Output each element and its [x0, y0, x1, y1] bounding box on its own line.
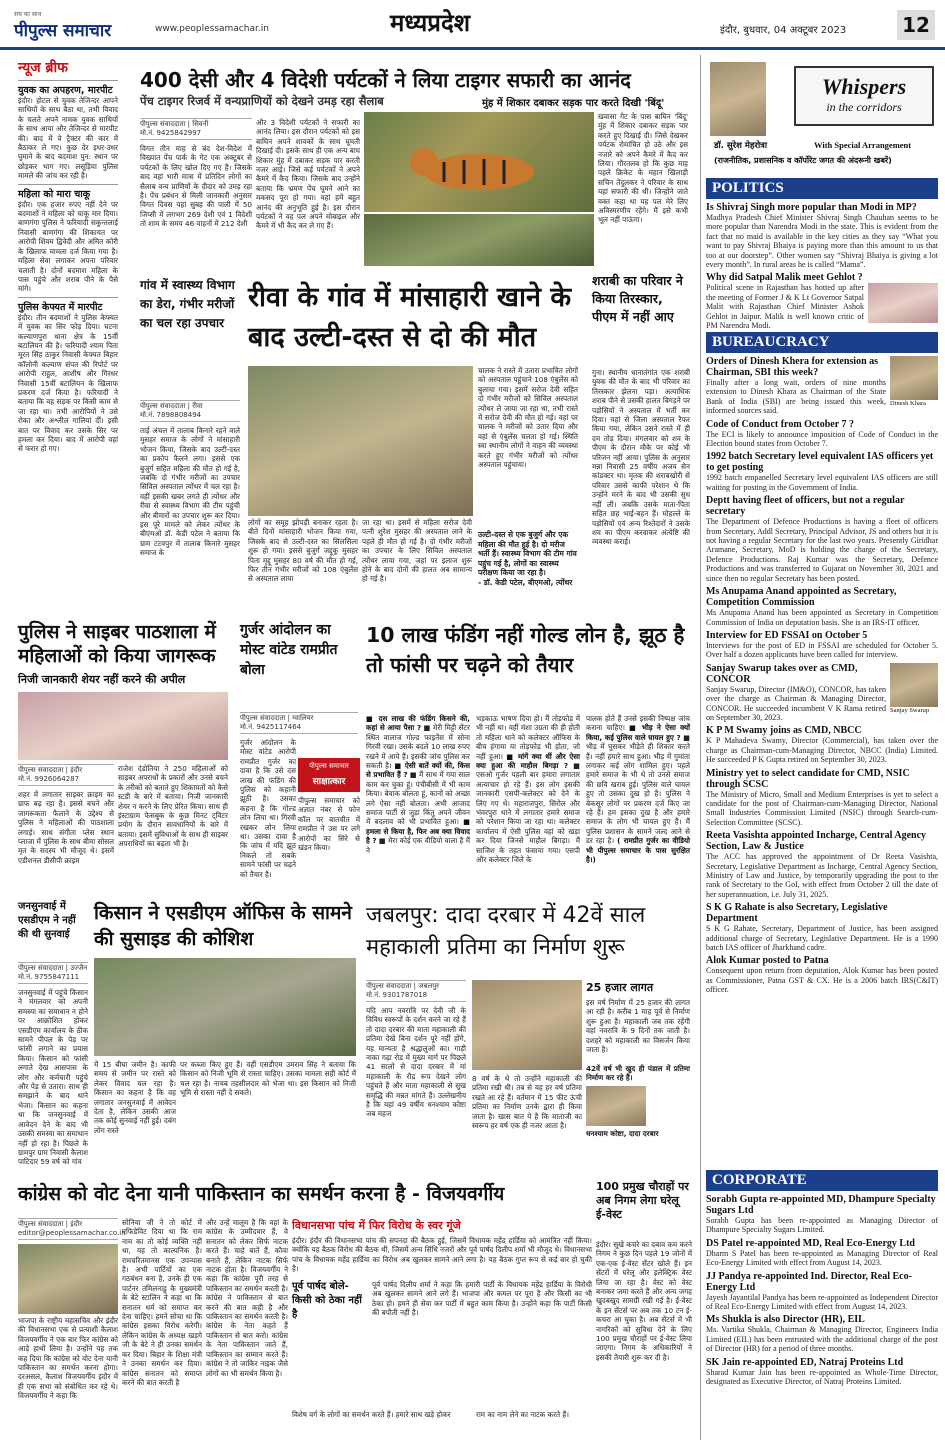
bureaucracy-body: Consequent upon return from deputation, Alok Kumar has been posted as Commissioner, Patna GST & CX. He is a 2006 batch IRS(C&IT) officer. — [706, 966, 938, 995]
news-brief-column — [18, 58, 118, 618]
tiger-col1: विगत तीन माह से बंद देश-विदेश में विख्यात पेंच पार्क के गेट एक अक्टूबर से पर्यटकों के लिए खोल दिए गए हैं। जिसके बाद वहां भारी मात्रा में प्रतिदिन लोगों का सैलाब वन्य प्राणियों के दीदार को उमड़ रहा है। पेंच प्रबंधन से मिली जानकारी अनुसार विगत दिवस यहां सुबह की पाली में 50 जिप्सी में लगभग 269 देशी एवं 1 विदेशी तो शाम के समय 46 वाहनों में 212 देशी — [140, 144, 252, 229]
rewa-quote: उल्टी-दस्त से एक बुजुर्ग और एक महिला की मौत हुई है। दो मरीज भर्ती हैं। स्वास्थ्य विभाग की टीम गांव पहुंच गई है, लोगों का स्वास्थ्य परीक्षण किया जा रहा है। - डॉ. केडी पटेल, बीएमओ, त्योंथर — [478, 530, 577, 587]
gurjar-big-headline: 10 लाख फंडिंग नहीं गोल्ड लोन है, झूठ है तो फांसी पर चढ़ने को तैयार — [366, 623, 685, 677]
dateline: इंदौर, बुधवार, 04 अक्टूबर 2023 — [720, 25, 847, 36]
congress-byline: पीपुल्स संवाददाता | इंदौर editor@peoplessamachar.co.in — [18, 1218, 118, 1240]
bureaucracy-title: Deptt having fleet of officers, but not a regular secretary — [706, 495, 905, 518]
mahakali-headline: जबलपुर: दादा दरबार में 42वें साल महाकाली प्रतिमा का निर्माण शुरू — [366, 903, 646, 960]
brief-body: इंदौर। तीन बदमाशों ने पुलिस केफ्यत में युवक का सिर फोड़ दिया। घटना कल्याणपुरा थाना क्षेत्र के 15वीं बटालियन की है। फरियादी श्याम पिता मूरत सिंह ठाकुर निवासी केफ्यत बिहार कॉलोनी कल्याण संपत की रिपोर्ट पर आरोपी राहुल, आशीष और गिरधर निवासी 15वीं बटालियन के खिलाफ प्रकरण दर्ज किया है। फरियादी ने बताया कि वह सड़क पर किसी काम से जा रहा था। तभी आरोपियों ने उसे रोका और अश्लील गालियां दीं। इसी बात पर विवाद कर उसके सिर पर हमला कर दिया। बाद में आरोपी वहां से फरार हो गए। — [18, 312, 118, 454]
swarup-caption: Sanjay Swarup — [890, 706, 930, 714]
newspaper-logo: सच का साथ पीपुल्स समाचार — [14, 11, 112, 41]
congress-photo — [18, 1244, 118, 1314]
corporate-header: CORPORATE — [706, 1170, 938, 1191]
rewa-col4: चालक ने रास्ते में उतारा प्रभावित लोगों को अस्पताल पहुंचाने 108 एंबुलेंस को बुलाया गया। इसमें सरोज देवी सहित दो गंभीर मरीजों को सिविल अस्पताल त्योंथर ले जाया जा रहा था, तभी रास्ते में सरोज देवी की मौत हो गई। वहां पर चालक ने मरीजों को उतार दिया और वहां से एंबुलेंस चलता हो गई। स्थिति स्वा स्थानीय लोगों ने वाहन की व्यवस्था करते हुए गंभीर मरीजों को त्योंथर अस्पताल पहुंचाया। — [478, 366, 578, 470]
bureaucracy-body: Finally after a long wait, orders of nine months extension to Dinesh Khara as Chairman of the State Bank of India (SBI) are being issued this week, informed sources said. — [706, 378, 886, 416]
politics-section — [706, 178, 938, 330]
khara-caption: Dinesh Khara — [890, 400, 926, 407]
vidhansabha-headline: विधानसभा पांच में फिर विरोध के स्वर गूंजे — [292, 1219, 461, 1232]
corporate-title: SK Jain re-appointed ED, Natraj Proteins Ltd — [706, 1356, 904, 1368]
corporate-body: Dharm S Patel has been re-appointed as Managing Director of Real Eco-Energy Limited with effect from August 14, 2023. — [706, 1248, 938, 1268]
brief-title: पुलिस केफ्यत में मारपीट — [18, 297, 118, 313]
politics-title: Why did Satpal Malik meet Gehlot ? — [706, 272, 863, 284]
gurjar-qa2: भड़काऊ भाषण दिया हो। मैं तोड़फोड़ में भी नहीं था। वहीं मंशा उग्रता की ही होती तो महिला थाने को कलेक्टर ऑफिस के बीच हंगामा या तोड़फोड़ भी होता, जो नहीं हुआ। ■ मांगें क्या थीं और ऐसा क्या हुआ की माहौल बिगड़ा ? ■ एसओ गुर्जर पहली बार हमारा लगातार अत्याचार हो रहे हैं। इस लोग इसकी जानकारी एसपी-कलेक्टर को देने के लिए गए थे। महाराजपुरा, सिरोल और भंवरपुरा थाने में लगातार हमारे समाज को परेशान किया जा रहा था। कलेक्टर कार्यालय में ऐसी पुलिस वहां को खड़ा कर दिया जिनसे माहौल बिगड़ा। मैं साजिश के तहत फंसाया गया। एसपी और कलेक्टर जिले के — [476, 714, 580, 865]
rewa-byline: पीपुल्स संवाददाता | रीवा मो.नं. 7898808494 — [140, 400, 240, 422]
suicide-col3: पर कब्जा किए हुए हैं। वहीं एसडीएम उमराव सिंह ने बताया कि किसान को निजी भूमि से रास्ता चाहिए। उसका मामला सही कोर्ट में चल रहा है। नायब तहसीलदार को भेजा था। इस किसान को निजी भूमि से रास्ता नहीं दे सकते। — [180, 1060, 356, 1098]
gurjar-byline: पीपुल्स संवाददाता | ग्वालियर मो.नं. 9425117464 — [240, 712, 358, 734]
rewa-col1: ताई अंचल में तालाब किनारे रहने वाले मुसहर समाज के लोगों ने मांसाहारी भोजन किया, जिसके बाद उल्टी-दस्त का प्रकोप फैलने लगा। इससे एक बुजुर्ग सहित महिला की मौत हो गई है, जबकि दो गंभीर मरीजों का उपचार सिविल अस्पताल त्योंथर में चल रहा है। वहीं इसकी खबर लगते ही त्योंथर और रीवा से स्वास्थ्य विभाग की टीम पहुंची और बीमारों का उपचार शुरू कर दिया। इस पूरे मामले को लेकर त्योंथर के बीएमओ डॉ. केडी पटेल ने बताया कि ग्राम टटवपुर में तालाब किनारे मुसहर समाज के — [140, 426, 240, 558]
corporate-body: Sharad Kumar Jain has been re-appointed as Whole-Time Director, designated as Executive Director, of Natraj Proteins Limited. — [706, 1367, 938, 1387]
cyber-body: शहर में लगातार साइबर क्राइम का ग्राफ बढ़ रहा है। इससे बचने और जागरूकता फैलाने के उद्देश्य से पुलिस ने महिलाओं की पाठशाला लगाई। साथ संगीता प्लेस स्थान प्लाजा में पुलिस के साथ बीमा सोसल मृत के सदस्य भी मौजूद थे। इसमें एडीशनल डीसीपी क्राइम — [18, 790, 114, 865]
khara-photo — [890, 356, 938, 400]
tiger-photo-lower — [364, 214, 594, 266]
politics-header: POLITICS — [706, 178, 938, 199]
bureaucracy-title: Code of Conduct from October 7 ? — [706, 418, 854, 430]
bureaucracy-body: Ms Anupama Anand has been appointed as Secretary in Competition Commission of India on deputation basis. She is an IRS-IT officer. — [706, 608, 938, 627]
bureaucracy-item — [706, 353, 938, 416]
bureaucracy-item — [706, 660, 938, 723]
corporate-title: JJ Pandya re-appointed Ind. Director, Real Eco-Energy Ltd — [706, 1270, 912, 1293]
rewa-col3: जा रहा था। इसमें से महिला सरोज देवी पत्नी शुरेश मुसहर की अस्पताल लाने के पहले ही मौत हो गई है। दो गंभीर मरीजों का उपचार के लिए सिविल अस्पताल त्योंथर लाया गया, जहां पर इलाज शुरू होने के बाद दोनों की हालत अब सामान्य हो गई है। — [362, 518, 472, 584]
rewa-headline: रीवा के गांव में मांसाहारी खाने के बाद उल्टी-दस्त से दो की मौत — [248, 282, 572, 353]
tiger-photo — [364, 112, 594, 212]
mahakali-right-body: इस वर्ष निर्माण में 25 हजार की लागत आ रही है। करीब 1 माह पूर्व से निर्माण शुरू हुआ है। महाकाली जब तक रहेंगी वहां नवरात्रि के 9 दिनों तक जाती है। दशहरे को महाकाली का विसर्जन किया जाता है। — [586, 998, 690, 1055]
suicide-side-head: जनसुनवाई में एसडीएम ने नहीं की थी सुनवाई — [18, 901, 76, 940]
bureaucracy-body: The ACC has approved the appointment of Dr Reeta Vasishta, Secretary, Legislative Department as Incharge, Central Agency Section, Ministry of Law and Justice, by temporarily upgrading the post to the rank of Secretary to the GoI, with effect from October 2 till the date of her superannuation, i.e. July 31, 2025. — [706, 852, 938, 899]
brief-title: महिला को मारा चाकू — [18, 184, 118, 200]
bureaucracy-body: 1992 batch empanelled Secretary level equivalent IAS officers are still waiting for posting in the Government of India. — [706, 473, 938, 492]
congress-col2: सोनिया जी ने तो कोर्ट में एफिडेविट दिया था कि राम नाम का तो कोई व्यक्ति नहीं था, यह तो काल्पनिक है। रामचरितमानस एक उपन्यास है। अभी पार्टियों का एक गठबंधन बना है, उनके ही एक पार्टनर तमिलनाडु के मुख्यमंत्री के बेटे स्टालिन ने कहा था कि सनातन धर्म को समाप्त कर देना चाहिए। हमने सोचा था कि कांग्रेस इसका विरोध करेगी। लेकिन कांग्रेस के अध्यक्ष खड़गे जी के बेटे ने ही उनका समर्थन कर दिया। बिहार के शिक्षा मंत्री ने उनका समर्थन कर दिया। कांग्रेस सनातन को समाप्त करने की बात करती है — [122, 1218, 202, 1387]
drunk-headline: शराबी का परिवार ने किया तिरस्कार, पीएम में नहीं आए — [592, 273, 683, 324]
bureaucracy-body: Sanjay Swarup, Director (IM&O), CONCOR, has taken over the charge as Chairman & Managing Director, CONCOR. He succeeded incumbent V K Rama retired on September 30, 2023. — [706, 684, 886, 722]
suicide-headline: किसान ने एसडीएम ऑफिस के सामने की सुसाइड की कोशिश — [94, 902, 352, 950]
drunk-body: गुना। स्थानीय धानातंगांत एक शराबी युवक की मौत के बाद भी परिवार का तिरस्कार झेलना पड़ा। अत्याधिक शराब पीने से उसकी हालत बिगड़ने पर पड़ोसियों ने अस्पताल में भर्ती कर दिया। यहां से जिला अस्पताल रैफर किया गया, लेकिन उसने रास्ते में ही दम तोड़ दिया। मंगलवार को शव के पीएम के दौरान मौके पर कोई भी परिजन नहीं आया। पुलिस के अनुसार मन्ना निवासी 25 वर्षीय अजय सेन कांडक्टर था। मृतक की शराबखोरी से परिवार उससे काफी परेशान थे कि उन्होंने मरने के बाद भी उसकी सुध नहीं ली। जबकि उसके माता-पिता सहित छह भाई-बहन हैं। मोहल्ले के पड़ोसियों एवं अन्य रिश्तेदारों ने उसके शव का पीएम करवाकर अंत्येष्टि की व्यवस्था कराई। — [592, 368, 690, 547]
suicide-byline: पीपुल्स संवाददाता | उज्जैन मो.नं. 9755847111 — [18, 962, 88, 984]
corporate-section — [706, 1170, 938, 1442]
tiger-illustration — [364, 112, 594, 212]
tiger-subheadline: पेंच टाइगर रिजर्व में वन्यप्राणियों को देखने उमड़ रहा सैलाब — [140, 94, 384, 108]
rewa-photo — [248, 366, 473, 516]
politics-photo — [868, 283, 938, 323]
suicide-col1: जनसुनवाई में पहुंचे किसान ने मंगलवार को अपनी समस्या का समाधान न होने पर आक्रोशित होकर एसडीएम कार्यालय के ठीक सामने पीपल के पेड़ पर फांसी लगाने का प्रयास किया। किसान को फांसी लगाते देख आसपास के लोग और कर्मचारी पहुंचे और पेड़ से उतारा। साथ ही समझाने के बाद थाने भेजा। किसान का कहना था कि जनसुनवाई में आवेदन देने के बाद भी उसकी समस्या का समाधान नहीं हो रहा है। पिछले के ग्रामपुर ग्राम निवासी कैलाश पाटिदार 59 वर्ष को गांव — [18, 988, 88, 1167]
gurjar-col1: गुर्जर आंदोलन के मोस्ट वांटेड आरोपी रामप्रीत गुर्जर का दावा है कि उसे दस लाख की फंडिंग की पुलिस को कहानी झूठी है। उसका कहना है कि गोल्ड लोन लिया था। गिरवी रखकर लोन लिया था। उसका दावा है कि जांच में यदि झूठ निकले तो सबके सामने फांसी पर चढ़ने को तैयार है। — [240, 738, 296, 879]
congress-headline: कांग्रेस को वोट देना यानी पाकिस्तान का समर्थन करना है - विजयवर्गीय — [18, 1183, 505, 1205]
suicide-photo — [94, 958, 356, 1056]
bureaucracy-title: S K G Rahate is also Secretary, Legislative Department — [706, 902, 888, 925]
corporate-body: Ms. Vartika Shukla, Chairman & Managing Director, Engineers India Limited (EIL) has been entrusted with the additional charge of the post of Director (HR) for a period of three months. — [706, 1325, 938, 1354]
corporate-title: Ms Shukla is also Director (HR), EIL — [706, 1314, 865, 1326]
news-brief-header: न्यूज ब्रीफ — [18, 60, 68, 76]
bureaucracy-title: 1992 batch Secretary level equivalent IAS officers yet to get posting — [706, 451, 934, 474]
congress-col3: और उन्हें मालूम है कि वहां के कांग्रेस के उम्मीदवार हैं, वे सनातन को लेकर सिर्फ नाटक करते हैं। चाहे बातें हैं, कौवा बनाते हैं, लेकिन नाटक सिर्फ नाटक होता है। विजयवर्गीय ने कहा कि कांग्रेस पूरी तरह से पाकिस्तान का समर्थन करती है। कांग्रेस ने पाकिस्तान से बात करने की बात कही है और पाकिस्तान का समर्थन करती है। कांग्रेस के नेता कहते हैं पाकिस्तान से बात करो। कांग्रेस के नेता पाकिस्तान जाते हैं, पाकिस्तान का सम्मान करते हैं। कांग्रेस ने तो जाकिर नाइक जैसे लोगों का भी समर्थन किया है। — [206, 1218, 288, 1378]
bureaucracy-title: Sanjay Swarup takes over as CMD, CONCOR — [706, 662, 858, 685]
author-name: डॉ. सुरेश मेहरोत्रा — [714, 141, 768, 151]
bureaucracy-title: Orders of Dinesh Khera for extension as Chairman, SBI this week? — [706, 356, 879, 378]
brief-title: युवक का अपहरण, मारपीट — [18, 80, 118, 96]
vidhansabha-body2: पूर्व पार्षद दिलीप शर्मा ने कहा कि हमारी पार्टी के विधायक महेंद्र हार्डिया के विरोधी अब खुलकर सामने आने लगे हैं। भाजपा और कमल पर पूरा है और किसी का भी ठेका हो। हमने ही सेवा कर पार्टी में बहुत काम किया है। उन्होंने कहा कि पार्टी किसी की बपौती नहीं है। — [372, 1280, 592, 1318]
corporate-body: Sorabh Gupta has been re-appointed as Managing Director of Dhampure Specialty Sugars Limited. — [706, 1216, 938, 1235]
gurjar-headline: गुर्जर आंदोलन का मोस्ट वांटेड रामप्रीत बोला — [240, 622, 338, 678]
ewaste-headline: 100 प्रमुख चौराहों पर अब निगम लेगा घरेलू ई-वेस्ट — [596, 1180, 689, 1221]
bureaucracy-body: Interviews for the post of ED in FSSAI are scheduled for October 5. Over half a dozen applicants have been called for interview. — [706, 640, 938, 660]
bureaucracy-title: Alok Kumar posted to Patna — [706, 955, 829, 967]
with-arrangement: With Special Arrangement — [814, 140, 912, 150]
tiger-right-col: खवासा गेट के पास बाघिन 'बिंदू' मुंह में शिकार दबाकर सड़क पार करते हुए दिखाई दी। जिसे देखकर पर्यटक रोमांचित हो उठे और इस नजारे को अपने कैमरे में कैद कर लिया। गौरतलब हो कि कुछ माह पहले क्रिकेट के महान खिलाड़ी सचिन तेंदुलकर ने परिवार के साथ यहां सफारी की थी। जिन्होंने जाते वक्त कहा था यह पल मेरे लिए अविस्मरणीय रहेंगे। मैं इसे कभी भूल नहीं पाऊंगा। — [598, 112, 688, 225]
politics-item — [706, 283, 938, 330]
tiger-byline: पीपुल्स संवाददाता | सिवनी मो.नं. 9425842997 — [140, 118, 252, 140]
mahakali-col2: 8 वर्ष के थे तो उन्होंने महाकाली की प्रतिमा रखी थी। तब से यह हर वर्ष प्रतिमा रखते आ रहे हैं। वर्तमान में 15 फीट ऊंची प्रतिमा का निर्माण उनके द्वारा ही किया जाता है। खास बात ये है कि माताजी का स्वरूप हर वर्ष एक ही नजर आता है। — [472, 1074, 582, 1131]
mahakali-photo — [472, 980, 582, 1070]
corporate-title: Sorabh Gupta re-appointed MD, Dhampure Specialty Sugars Ltd — [706, 1194, 936, 1216]
bureaucracy-body: The Department of Defence Productions is having a fleet of officers from Secretary, Addl Secretary, Principal Advisor, JS and others but it is not having a regular Secretary for the last two years. Presently Giridhar Aramane, Secretary, MoD is holding the charge of the Secretary, Defence Productions. Raj Kumar was the Secretary, Defence Productions and was transferred to Gujarat on November 30, 2021 and since then no regular Secretary has been posted. — [706, 517, 938, 583]
gurjar-qa1: ■ दस लाख की फंडिंग किसने की, कहां से आया पैसा ? ■ मेरी मिट्टी सेंटर स्थित वालाज गोल्ड फाइनेंस में सोना गिरवी रखा। उसके बदले 10 लाख रुपए रखने में आये हैं। इसकी जांच पुलिस कर सकती है। ■ ऐसी बातें क्यों की, किस से प्रभावित हैं ? ■ मैं साथ में गया साल काम कर चुका हूं। पंचीबीसी में भी काम किया। बेवाक बोलता हूं, कानों को अच्छा लगे ऐसा नहीं बोलता। अभी आजाद समाज पार्टी से जुड़ा किंतु अपने जीवन में बदलाव को भी प्रभावित हुआ। ■ हमला से किया है, फिर अब क्या विवाद है ? ■ मेरा कोई एक वीडियो वाला है मैं ने — [366, 714, 471, 855]
politics-body: Political scene in Rajasthan has hotted up after the meeting of Former J & K Lt Governor Satpal Malit with Rajasthan Chief Minister Ashok Gehlot in Jaipur. Malik is well known critic of PM Narendra Modi. — [706, 283, 864, 331]
vidhansabha-body4: राम का नाम लेने का नाटक करते हैं। — [476, 1410, 569, 1419]
rewa-side-head: गांव में स्वास्थ्य विभाग का डेरा, गंभीर मरीजों का चल रहा उपचार — [140, 278, 235, 330]
bureaucracy-body: The ECI is likely to announce imposition of Code of Conduct in the Election bound states from October 7. — [706, 429, 938, 449]
section-title: मध्यप्रदेश — [390, 9, 471, 37]
cyber-photo — [18, 692, 228, 760]
corporate-title: DS Patel re-appointed MD, Real Eco-Energy Ltd — [706, 1237, 915, 1249]
whispers-tagline: (राजनीतिक, प्रशासनिक व कॉर्पोरेट जगत की अंदरूनी खबरें) — [714, 156, 892, 165]
bureaucracy-body: The Ministry of Micro, Small and Medium Enterprises is yet to select a candidate for the post of Chairman-cum-Managing Director, National Small Industries Commission Limited (NSIC) through Search-cum-Selection Committee (SCSC). — [706, 789, 938, 827]
mahakali-col1: यदि आप नवरात्रि पर देवी जी के विविध स्वरूपों के दर्शन करने जा रहे हैं तो दादा दरबार की माता महाकाली की प्रतिमा देखे बिना दर्शन पूरे नहीं होंगे, यह मान्यता है श्रद्धालुओं का। गाड़ी नाका गढ़ा रोड में मुख्य मार्ग पर पिछले 41 सालों से दादा दरबार में मां महाकाली के रौद्र रूप देखने लोग पहुंचते हैं और माता महाकाली से सुख समृद्धि की मन्नत मांगते हैं। उल्लेखनीय है कि यहां 49 वर्षीय धनश्याम कोष्टा जब महज — [366, 1006, 466, 1119]
vidhansabha-subhead: पूर्व पार्षद बोले- किसी को ठेका नहीं है — [292, 1281, 362, 1320]
tiger-photo-caption: मुंह में शिकार दबाकर सड़क पार करते दिखी 'बिंदू' — [482, 98, 665, 109]
brief-body: इंदौर। होटल से युवक तेजिन्दर आपने साथियों के साथ बैठा था, तभी विवाद के चलते अपने नामक युवक साथियों के साथ आया और तेजिन्दर से मारपीट की। बाद में वे ट्रैक्टर की कार में बैठाकर ले गए। कुछ देर इधर-उधर घुमाने के बाद बदमाश पुन: स्थान पर छोड़कर भाग गए। लसूड़िया पुलिस मामले की जांच कर रही है। — [18, 96, 118, 181]
mahakali-byline: पीपुल्स संवाददाता | जबलपुर मो.नं. 9301787018 — [366, 980, 466, 1002]
bureaucracy-header: BUREAUCRACY — [706, 332, 938, 353]
column-divider — [700, 55, 701, 1440]
politics-body: Madhya Pradesh Chief Minister Shivraj Singh Chauhan seems to be more popular than Narendra Modi in the state. This is evident from the fact that no maid is available in the key cities as they say “What you want to pay Shivraj Bhaiya is paying more than this amount to us that too at our doorstep”. Other women say “Shivraj Bhaiya is giving a lot every month”. In rural areas he is called “Mama”. — [706, 213, 938, 270]
bureaucracy-title: Reeta Vasishta appointed Incharge, Central Agency Section, Law & Justice — [706, 830, 927, 853]
whispers-box — [706, 56, 938, 174]
bureaucracy-body: K P Mahadeva Swamy, Director (Commercial), has taken over the charge as Chairman-cum-Managing Director, NBCC (India) Limited. He succeeded P K Gupta retired on September 30, 2023. — [706, 736, 938, 765]
mahakali-photo-caption: 42वें वर्ष भी खुद ही पंडाल में प्रतिमा निर्माण कर रहे हैं। धनश्याम कोष्टा, दादा दरबार — [586, 1064, 690, 1138]
website-url[interactable]: www.peoplessamachar.in — [155, 24, 269, 34]
politics-title: Is Shivraj Singh more popular than Modi in MP? — [706, 202, 917, 213]
tiger-col2: और 3 विदेशी पर्यटकों ने सफारी का आनंद लिया। इस दौरान पर्यटकों को इस बाघिन अपने शावकों के साथ घूमती दिखाई दी। इसके साथ ही एक अन्य बाघ शिकार मुंह में दबाकर सड़क पार करती नजर आई। जिसे कई पर्यटकों ने अपने कैमरे में कैद किया। जिसके बाद उन्होंने बताया कि भ्रमण पेंच घूमने आने का मकसद पूरा हो गया। वहां हमें बहुत आनंद की अनुभूति हुई है। इस दौरान पर्यटकों ने वह पल अपने मोबाइल और कैमरे में भी कैद कर ले गए हैं। — [256, 118, 360, 231]
rewa-col2: लोगों का समूह झोपड़ी बनाकर रहता है। बीते दिनों मांसाहारी भोजन किया गया, जिसके बाद से उल्टी-दस्त का सिलसिला शुरू हो गया। इससे बुजुर्ग जद्दूकू मुसहर पिता मृद्दू मुसहर 80 वर्ष की मौत हो गई, फिर तीन गंभीर मरीजों को 108 एंबुलेंस से अस्पताल लाया — [248, 518, 358, 584]
masthead — [0, 0, 945, 50]
bureaucracy-title: K P M Swamy joins as CMD, NBCC — [706, 725, 862, 737]
cyber-byline: पीपुल्स संवाददाता | इंदौर मो.नं. 9926064287 — [18, 764, 114, 786]
page-number: 12 — [897, 10, 935, 40]
gurjar-col2: पीपुल्स समाचार को अज्ञात नंबर से फोन कॉल पर बातचीत में रामप्रीत ने उस पर लगे आरोपों का सिरे से खंडन किया। — [298, 796, 360, 853]
cyber-headline: पुलिस ने साइबर पाठशाला में महिलाओं को किया जागरूक — [18, 621, 216, 667]
bureaucracy-title: Ministry yet to select candidate for CMD, NSIC through SCSC — [706, 767, 910, 790]
cyber-subheadline: निजी जानकारी शेयर नहीं करने की अपील — [18, 673, 186, 686]
congress-col1: भाजपा के राष्ट्रीय महासचिव और इंदौर की विधानसभा एक से प्रत्याशी कैलाश विजयवर्गीय ने एक बार फिर कांग्रेस को आड़े हाथों लिया है। उन्होंने यह तक कह दिया कि कांग्रेस को वोट देना यानी पाकिस्तान का समर्थन करना होगा। दरअसल, कैलाश विजयवर्गीय इंदौर में ही एक सभा को संबोधित कर रहे थे। विजयवर्गीय ने कहा कि — [18, 1316, 118, 1401]
vidhansabha-body: इंदौर। इंदौर की विधानसभा पांच की सपनदा की बैठक हुई, जिसमें विधायक महेंद्र हार्डिया को आमंत्रित नहीं किया। क्योंकि यह बैठक विरोध की बैठक थी, जिसमें अन्य सिंधि नजरों और पूर्व पार्षद दिलीप शर्मा भी मौजूद थे। विधानसभा पांच के विधायक महेंद्र हार्डिया का विरोध अब खुलकर सामने आने लगा है। यह बैठक गुप्त रूप से कई बार हो चुकी है। — [292, 1236, 592, 1274]
interview-stamp: पीपुल्स समाचार साक्षात्कार — [298, 758, 360, 792]
whispers-logo: Whispers in the corridors — [794, 66, 934, 126]
bureaucracy-section — [706, 332, 938, 995]
bureaucracy-title: Interview for ED FSSAI on October 5 — [706, 629, 868, 641]
mahakali-right-head: 25 हजार लागत — [586, 981, 654, 994]
bureaucracy-body: S K G Rahate, Secretary, Department of Justice, has been assigned additional charge of Secretary, Legislative Department. He is a 1990 batch IAS officer of Jharkhand cadre. — [706, 924, 938, 953]
swarup-photo — [890, 663, 938, 707]
vidhansabha-body3: विशेष वर्ग के लोगों का समर्थन करते हैं। हमारे साथ खड़े होकर — [292, 1410, 451, 1419]
ewaste-body: इंदौर। सूखे कचरे का दबाव कम करने निगम ने कुछ दिन पहले 19 जोनों में एक-एक ई-वेस्ट सेंटर खोले हैं। इन सेंटरों में घरेलू और इलेक्ट्रिक वेस्ट लिया जा रहा है। वेस्ट को वेस्ट बनाकर जमा करते हैं और अन्य जगह खुदबखुद सामग्री रखी गई है। ई-वेस्ट के इन सेंटर्स पर अब तक 10 टन ई-कचरा आ चुका है। अब सेंटर्स में भी नागरिकों को सुविधा देने के लिए 100 प्रमुख चौराहों पर ई-वेस्ट लिया जाएगा। निगम के अधिकारियों ने इसकी तैयारी शुरू कर दी है। — [596, 1240, 692, 1362]
suicide-col2: में 15 बीघा जमीन है। काफी समय से जमीन पर रास्ते को लेकर विवाद चल रहा है। किसान का कहना है कि वह लगातार जनसुनवाई में आवेदन देता है, लेकिन उसकी आज तक कोई सुनवाई नहीं हुई। दबंग लोग रास्ते — [94, 1060, 176, 1135]
tiger-headline: 400 देसी और 4 विदेशी पर्यटकों ने लिया टाइगर सफारी का आनंद — [140, 68, 631, 92]
bureaucracy-title: Ms Anupama Anand appointed as Secretary, Competition Commission — [706, 586, 897, 609]
mahakali-portrait — [586, 1086, 646, 1126]
corporate-body: Jayesh Jayantilal Pandya has been re-appointed as Independent Director of Real Eco-Energy Limited with effect from August 14, 2023. — [706, 1292, 938, 1312]
author-photo — [710, 62, 766, 136]
brief-body: इंदौर। एक हजार रुपए नहीं देने पर बदमाशों ने महिला को चाकू मार दिया। बाणगंगा पुलिस ने फरियादी सकुन्तलाई निवासी बाणगंगा की शिकायत पर आरोपी शिवम द्विवेदी और अमित कोरी के खिलाफ मामला दर्ज किया गया है। महिला सेवा लगाकर अपना परिवार चलाती है। दोनों बदमाश महिला के पास पहुंचे और शराब पीने के पैसे मांगे। — [18, 199, 118, 294]
gurjar-qa3: पालक होते हैं उनसे इसकी निष्पक्ष जांच कराना चाहिए। ■ भीड़ ने ऐसा क्यों किया, कई पुलिस वाले घायल हुए ? ■ भीड़ में घुसकर भीड़ेते ही शिकार करते हैं। नहीं हमारे साथ हुआ। भीड़ में गुमांता लगाकर कई लोग शामिल हुए। पहले हमारे समाज के भी थे तो उनसे समाज की छवि खराब हुई। पुलिस वाले घायल हुए तो उसका दुख हो है। पुलिस ने बेकसूर लोगों पर प्रकरण दर्ज किए जा रहे हैं। हम इसका दुख है और हमारे समाज के लोग भी घायल हुए हैं। मैं पुलिस प्रशासन के सामने जल्द आने से डर रहा है। ( रामप्रीत गुर्जर का वीडियो भी पीपुल्स समाचार के पास सुरक्षित है।) — [586, 714, 690, 865]
cyber-body2: राजेश दंडोतिया ने 250 महिलाओं को साइबर अपराधों के प्रकारों और उनसे बचने के तरीकों को बताते हुए शिकायतों को कैसे स्टडी के बारे में बताया। निजी जानकारी शेयर न करने के लिए प्रेरित किया। साथ ही इंस्टाग्राम फेसबुक के कुछ मिनट ट्विटर प्रयोग के दौरान सावधानियों के बारे में बताया। इसमें सुविधाओं के साथ ही साइबर अपराधियों का बढ़ता भी है। — [118, 764, 228, 849]
